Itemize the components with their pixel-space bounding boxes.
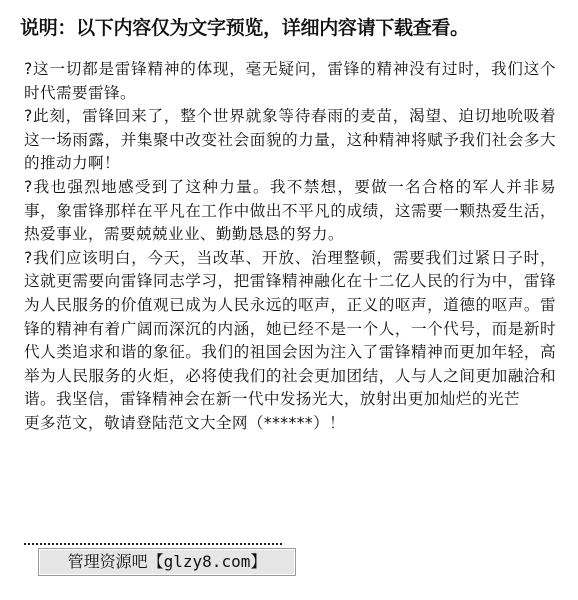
paragraph-3: ?我也强烈地感受到了这种力量。我不禁想，要做一名合格的军人并非易事，象雷锋那样在平凡在工作中做出不平凡的成绩，这需要一颗热爱生活，热爱事业，需要兢兢业业、勤勤恳恳的努力。 [24,177,556,244]
site-banner-link[interactable]: 管理资源吧【glzy8.com】 [38,548,296,576]
paragraph-1: ?这一切都是雷锋精神的体现，毫无疑问，雷锋的精神没有过时，我们这个时代需要雷锋。 [24,60,556,102]
preview-notice: 说明：以下内容仅为文字预览，详细内容请下载查看。 [20,17,469,39]
paragraph-2: ?此刻，雷锋回来了，整个世界就象等待春雨的麦苗，渴望、迫切地吮吸着这一场雨露，并集聚中改变社会面貌的力量，这种精神将赋予我们社会多大的推动力啊！ [24,107,556,173]
article-body [24,58,556,436]
paragraph-4: ?我们应该明白，今天，当改革、开放、治理整顿，需要我们过紧日子时，这就更需要向雷锋同志学习，把雷锋精神融化在十二亿人民的行为中，雷锋为人民服务的价值观已成为人民永远的呕声，正义的呕声，道德的呕声。雷锋的精神有着广阔而深沉的内涵，她已经不是一个人，一个代号，而是新时代人类追求和谐的象征。我们的祖国会因为注入了雷锋精神而更加年轻，高举为人民服务的火炬，必将使我们的社会更加团结，人与人之间更加融洽和谐。我坚信，雷锋精神会在新一代中发扬光大，放射出更加灿烂的光芒 [24,248,556,409]
more-articles-line: 更多范文，敬请登陆范文大全网（******）！ [24,413,346,432]
dotted-divider [24,543,282,545]
